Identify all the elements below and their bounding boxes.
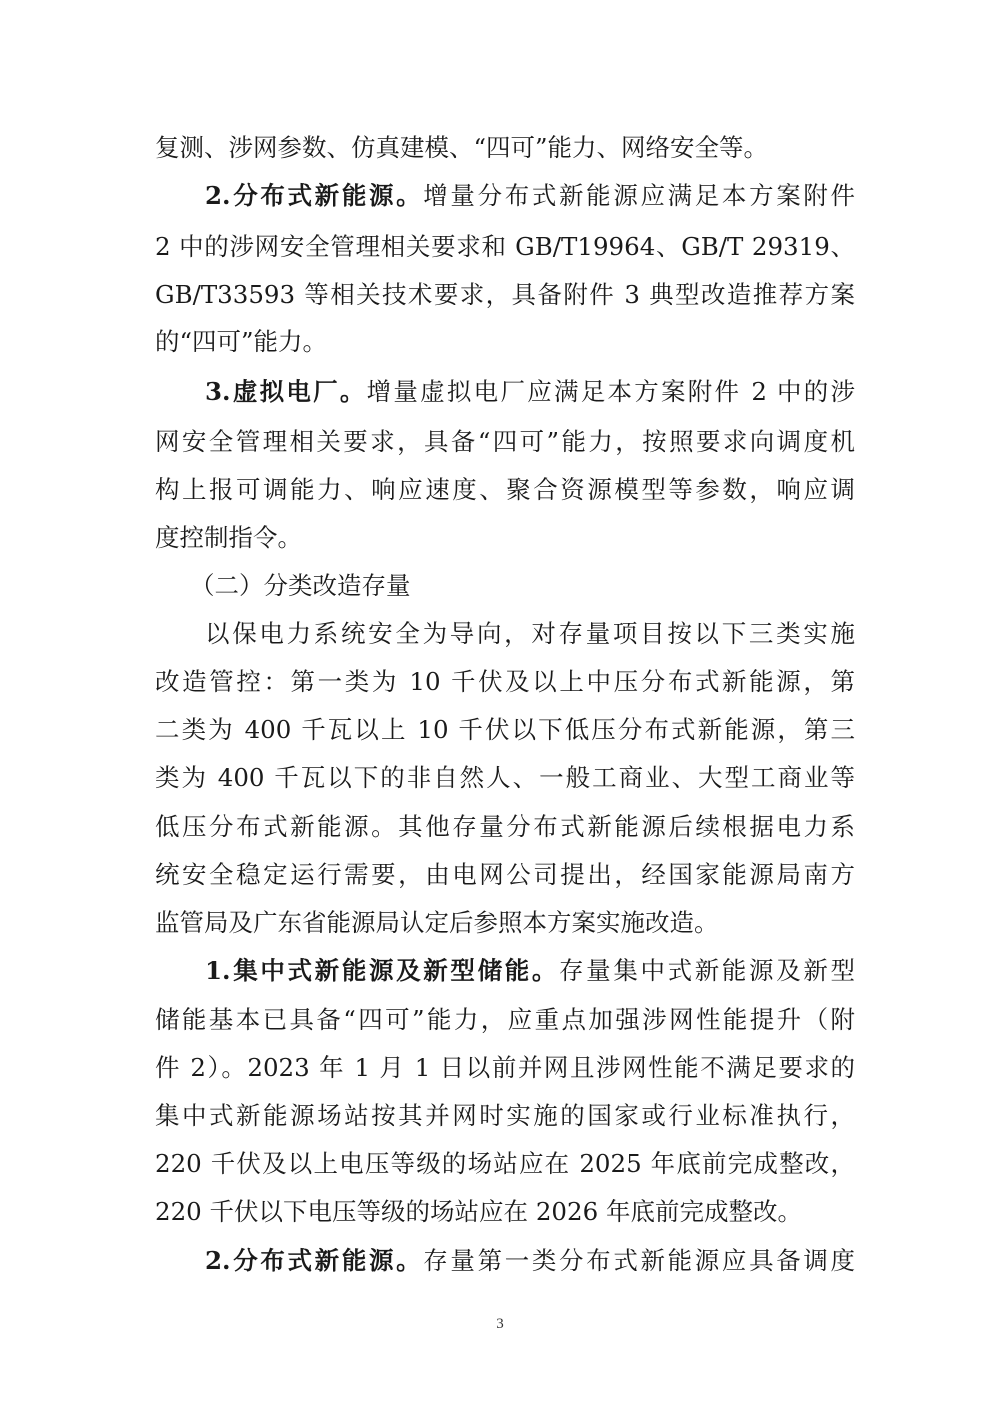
paragraph-line: 监管局及广东省能源局认定后参照本方案实施改造。: [155, 908, 719, 937]
paragraph-line: [205, 1246, 856, 1275]
paragraph-line: 改造管控：第一类为 10 千伏及以上中压分布式新能源，第: [155, 667, 855, 696]
paragraph-line: [205, 181, 856, 210]
paragraph-line: 以保电力系统安全为导向，对存量项目按以下三类实施: [205, 619, 855, 648]
paragraph-line: 2 中的涉网安全管理相关要求和 GB/T19964、GB/T 29319、: [155, 232, 855, 261]
paragraph-line: 二类为 400 千瓦以上 10 千伏以下低压分布式新能源，第三: [155, 715, 855, 744]
paragraph-line: 220 千伏以下电压等级的场站应在 2026 年底前完成整改。: [155, 1197, 802, 1226]
paragraph-line: 件 2）。2023 年 1 月 1 日以前并网且涉网性能不满足要求的: [155, 1053, 855, 1082]
paragraph-line: GB/T33593 等相关技术要求，具备附件 3 典型改造推荐方案: [155, 280, 855, 309]
subsection-lead: 3.虚拟电厂。: [205, 377, 367, 406]
paragraph-line: [205, 377, 855, 406]
paragraph-text: 增量分布式新能源应满足本方案附件: [423, 181, 856, 210]
paragraph-line: 220 千伏及以上电压等级的场站应在 2025 年底前完成整改，: [155, 1149, 855, 1178]
subsection-lead: 2.分布式新能源。: [205, 181, 424, 210]
paragraph-line: 类为 400 千瓦以下的非自然人、一般工商业、大型工商业等: [155, 763, 855, 792]
paragraph-line: 度控制指令。: [155, 523, 302, 552]
paragraph-line: 构上报可调能力、响应速度、聚合资源模型等参数，响应调: [155, 475, 855, 504]
page-number: 3: [496, 1316, 504, 1332]
paragraph-line: 复测、涉网参数、仿真建模、“四可”能力、网络安全等。: [155, 133, 769, 162]
paragraph-line: [205, 956, 856, 985]
paragraph-line: 统安全稳定运行需要，由电网公司提出，经国家能源局南方: [155, 860, 855, 889]
paragraph-line: 低压分布式新能源。其他存量分布式新能源后续根据电力系: [155, 812, 855, 841]
paragraph-line: 集中式新能源场站按其并网时实施的国家或行业标准执行，: [155, 1101, 855, 1130]
section-heading: （二）分类改造存量: [190, 571, 411, 600]
subsection-lead: 2.分布式新能源。: [205, 1246, 424, 1275]
paragraph-text: 存量集中式新能源及新型: [559, 956, 856, 985]
paragraph-line: 储能基本已具备“四可”能力，应重点加强涉网性能提升（附: [155, 1005, 855, 1034]
paragraph-line: 网安全管理相关要求，具备“四可”能力，按照要求向调度机: [155, 427, 855, 456]
paragraph-text: 增量虚拟电厂应满足本方案附件 2 中的涉: [366, 377, 855, 406]
paragraph-text: 存量第一类分布式新能源应具备调度: [423, 1246, 856, 1275]
subsection-lead: 1.集中式新能源及新型储能。: [205, 956, 560, 985]
paragraph-line: 的“四可”能力。: [155, 327, 328, 356]
